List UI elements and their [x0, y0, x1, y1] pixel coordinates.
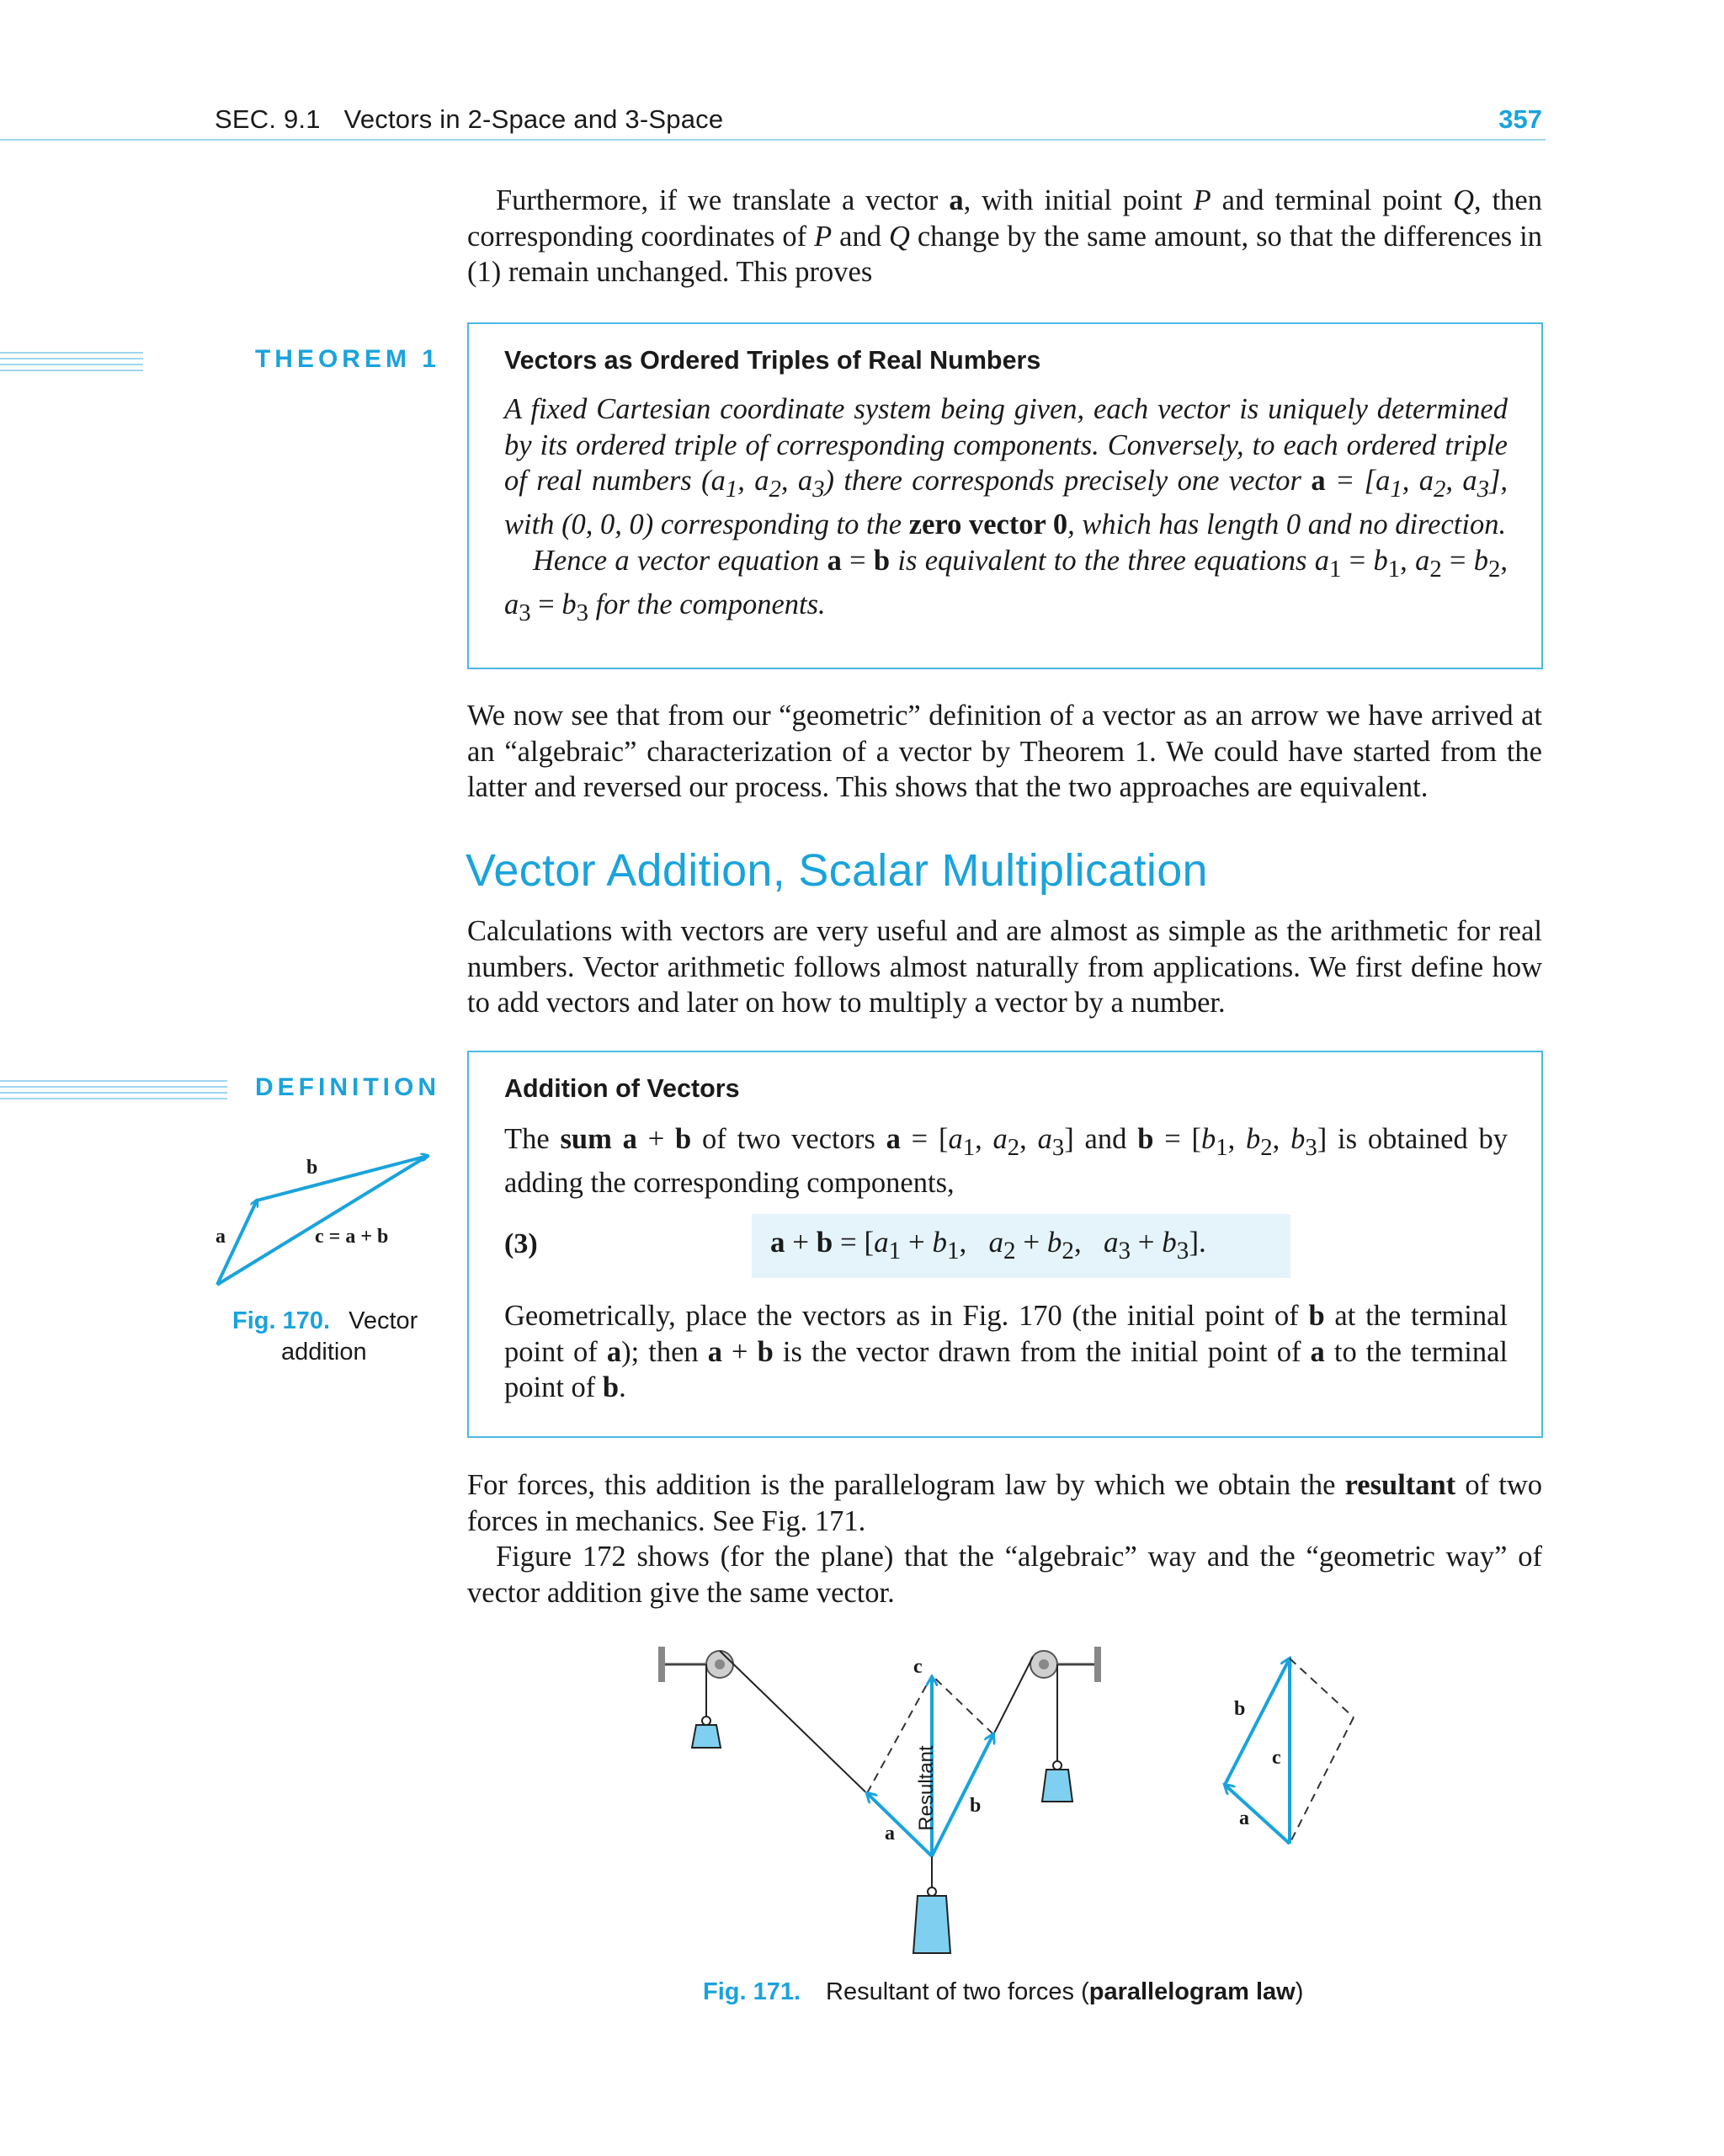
theorem-label: THEOREM 1 [143, 345, 440, 374]
fig171-label-b: b [970, 1795, 982, 1817]
definition-label: DEFINITION [227, 1073, 440, 1102]
left-weight [692, 1725, 721, 1748]
left-hook [702, 1717, 710, 1725]
theorem-title: Vectors as Ordered Triples of Real Numbers [504, 346, 1041, 375]
fig171-label-a: a [885, 1823, 895, 1845]
left-pulley-hub [715, 1659, 725, 1669]
right-weight [1042, 1770, 1072, 1802]
definition-body: The sum a + b of two vectors $a = [a_1$, $a_2$, $a_3$] and $b = [b_1$, $b_2$, $b_3$] is obtained by adding the corresponding components, [504, 1123, 1508, 1200]
section-number: SEC. 9.1 [215, 104, 321, 134]
bottom-weight [913, 1896, 950, 1953]
paragraph-3: Calculations with vectors are very useful and are almost as simple as the arithmetic for real numbers. Vector arithmetic follows almost naturally from applications. We first define how to add vectors and later on how to multiply a vector by a number. [467, 915, 1542, 1019]
fig170-vector-b [257, 1156, 428, 1200]
fig170-caption [232, 1307, 451, 1335]
paragraph-2: We now see that from our “geometric” definition of a vector as an arrow we have arrived at an “algebraic” characterization of a vector by Theorem 1. We could have started from the latter and reversed our process. This shows that the two approaches are equivalent. [467, 700, 1542, 803]
fig171-caption-end: ) [1295, 1978, 1304, 2005]
equation: $a + b = [a_1 + b_1$, $a_2 + b_2$, $a_3 + b_3$]. [770, 1226, 1206, 1264]
theorem-body: A fixed Cartesian coordinate system being given, each vector is uniquely determined by its ordered triple of corresponding components. Conversely, to each ordered triple of real numbers ($a_1$, $a_2$, $a_3$) there corresponds precisely one vector $a = [a_1$, $a_2$, $a_3$], with (0, 0, 0) corresponding to the zero vector 0, which has length 0 and no direction. Hence a vector equation a = b is equivalent to the three equations $a_1 = b_1$, $a_2 = b_2$, $a_3 = b_3$ for the components. [504, 393, 1508, 627]
bottom-hook [928, 1887, 936, 1896]
theorem-box [467, 322, 1543, 669]
triangle-dashed-2 [1290, 1717, 1354, 1844]
equation-box [752, 1214, 1290, 1278]
definition-title: Addition of Vectors [504, 1074, 740, 1103]
dashed-line-2 [932, 1675, 993, 1734]
equation-number: (3) [504, 1228, 538, 1259]
fig171-diagram [648, 1633, 1381, 1970]
right-hook [1053, 1761, 1062, 1770]
fig170-caption-text-2: addition [281, 1339, 367, 1365]
fig171-label-b2: b [1234, 1698, 1246, 1720]
page-number: 357 [1498, 104, 1542, 134]
section-title: Vectors in 2-Space and 3-Space [343, 104, 724, 134]
fig171-label-c: c [913, 1656, 923, 1678]
right-pulley-hub [1039, 1659, 1049, 1669]
fig170-label-b: b [306, 1157, 318, 1179]
fig171-label-a2: a [1239, 1807, 1249, 1829]
fig171-caption-text: Resultant of two forces ( [826, 1978, 1089, 2005]
fig170-label-a: a [216, 1226, 226, 1248]
triangle-dashed-1 [1290, 1658, 1354, 1717]
fig171-caption-bold: parallelogram law [1088, 1978, 1296, 2005]
fig170-diagram [202, 1137, 455, 1296]
paragraph-4: For forces, this addition is the parallelogram law by which we obtain the resultant of two forces in mechanics. See Fig. 171. Figure 172 shows (for the plane) that the “algebraic” way and the “geometric way” of vector addition give the same vector. [467, 1469, 1542, 1609]
fig170-caption-number: Fig. 170. [232, 1307, 331, 1334]
definition-box [467, 1051, 1543, 1438]
fig170-label-c: c = a + b [315, 1226, 389, 1248]
fig171-caption-number: Fig. 171. [703, 1978, 801, 2005]
intro-paragraph: Furthermore, if we translate a vector a, with initial point P and terminal point Q, then corresponding coordinates of P and Q change by the same amount, so that the differences in (1) remain unchanged. This proves [467, 184, 1542, 288]
force-vector-b [932, 1734, 993, 1856]
fig171-label-resultant: Resultant [915, 1745, 938, 1831]
fig171-label-c2: c [1272, 1747, 1281, 1769]
section-heading: Vector Addition, Scalar Multiplication [466, 845, 1208, 896]
left-wall [658, 1647, 665, 1682]
header-rule [0, 139, 1546, 141]
definition-geometric: Geometrically, place the vectors as in Fig. 170 (the initial point of b at the terminal point of a); then a + b is the vector drawn from the initial point of a to the terminal point of b. [504, 1300, 1508, 1403]
fig170-caption-text-1: Vector [349, 1307, 418, 1334]
triangle-vector-a [1225, 1785, 1290, 1844]
running-header [215, 104, 723, 135]
fig171-caption [703, 1978, 1303, 2006]
right-wall [1094, 1647, 1101, 1682]
